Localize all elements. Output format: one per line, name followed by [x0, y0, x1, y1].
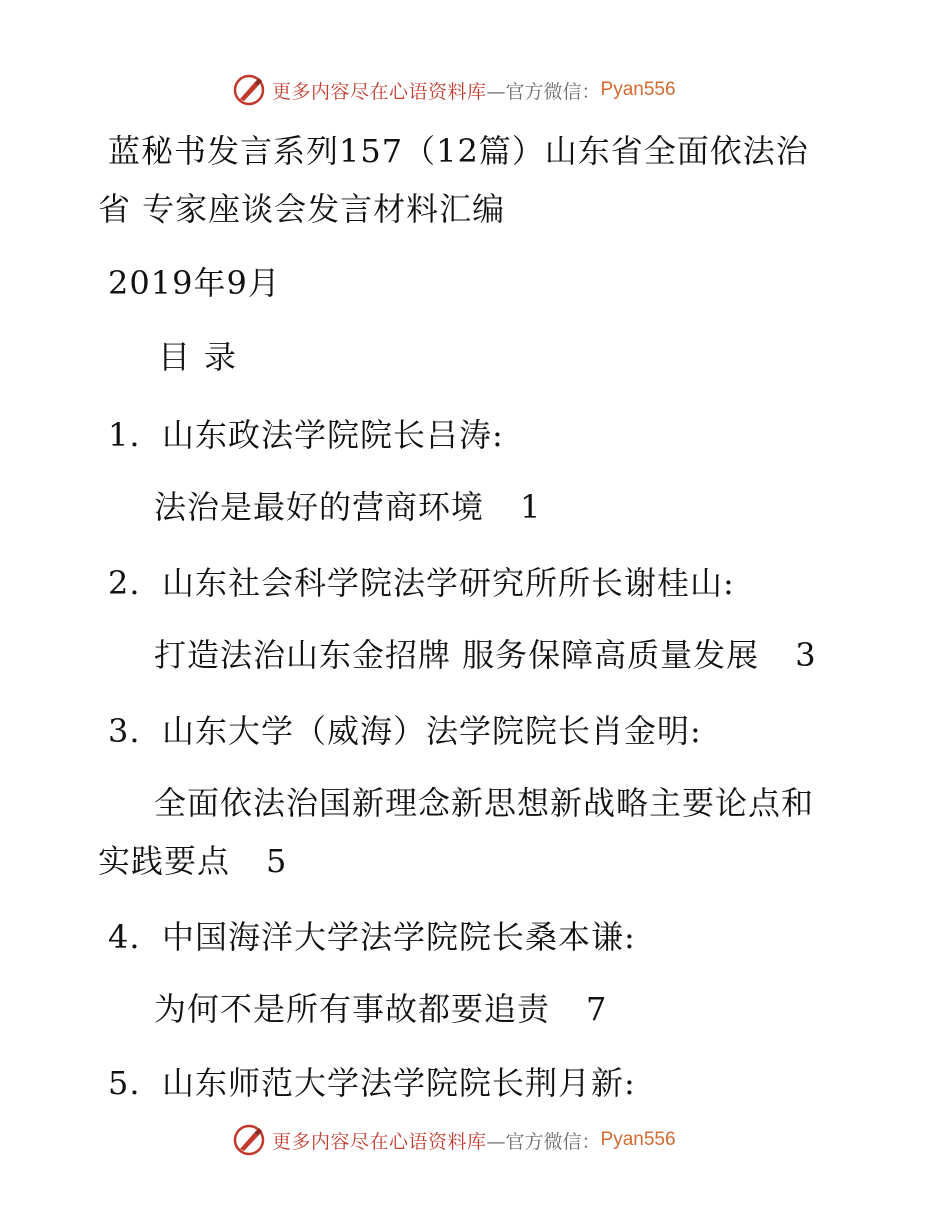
toc-entry-speaker	[108, 1058, 636, 1104]
watermark-wechat-id: Pyan556	[600, 1129, 676, 1150]
watermark-banner-bottom	[232, 1122, 676, 1158]
toc-entry-number: 3.	[108, 712, 141, 750]
toc-entry-speaker	[108, 706, 702, 752]
toc-entry-speaker-text: 山东大学（威海）法学院院长肖金明:	[162, 712, 702, 750]
document-date: 2019年9月	[108, 264, 281, 302]
document-title-line-2: 省 专家座谈会发言材料汇编	[98, 190, 506, 228]
toc-entry-page: 3	[795, 636, 817, 674]
toc-entry-title	[98, 836, 287, 882]
toc-entry-number: 1.	[108, 416, 141, 454]
document-title-line-1: 蓝秘书发言系列157（12篇）山东省全面依法治	[108, 132, 809, 170]
toc-entry-page: 1	[520, 488, 542, 526]
toc-entry-page: 7	[586, 990, 608, 1028]
toc-entry-speaker	[108, 558, 735, 604]
toc-entry-speaker-text: 山东师范大学法学院院长荆月新:	[162, 1064, 636, 1102]
watermark-separator: —官方微信：	[486, 1130, 601, 1153]
toc-entry-number: 5.	[108, 1064, 141, 1102]
pen-logo-icon	[232, 1123, 266, 1157]
watermark-banner-top	[232, 72, 676, 108]
toc-entry-title-text: 打造法治山东金招牌 服务保障高质量发展	[154, 636, 760, 674]
toc-entry-title-line-1: 全面依法治国新理念新思想新战略主要论点和	[154, 784, 815, 822]
watermark-text: 更多内容尽在心语资料库	[272, 1130, 487, 1153]
toc-entry-title-line-2: 实践要点	[98, 842, 231, 880]
toc-entry-page: 5	[266, 842, 288, 880]
toc-entry-number: 2.	[108, 564, 141, 602]
pen-logo-icon	[232, 73, 266, 107]
watermark-wechat-id: Pyan556	[600, 79, 676, 100]
toc-entry-title	[154, 482, 541, 528]
toc-entry-title	[154, 630, 817, 676]
toc-entry-speaker-text: 山东社会科学院法学研究所所长谢桂山:	[162, 564, 735, 602]
toc-entry-speaker	[108, 912, 636, 958]
toc-entry-number: 4.	[108, 918, 141, 956]
toc-entry-speaker-text: 中国海洋大学法学院院长桑本谦:	[162, 918, 636, 956]
watermark-text: 更多内容尽在心语资料库	[272, 80, 487, 103]
toc-entry-speaker-text: 山东政法学院院长吕涛:	[162, 416, 504, 454]
toc-entry-speaker	[108, 410, 504, 456]
toc-entry-title	[154, 984, 607, 1030]
toc-heading: 目录	[158, 338, 251, 376]
toc-entry-title-text: 为何不是所有事故都要追责	[154, 990, 551, 1028]
watermark-separator: —官方微信：	[486, 80, 601, 103]
toc-entry-title-text: 法治是最好的营商环境	[154, 488, 485, 526]
